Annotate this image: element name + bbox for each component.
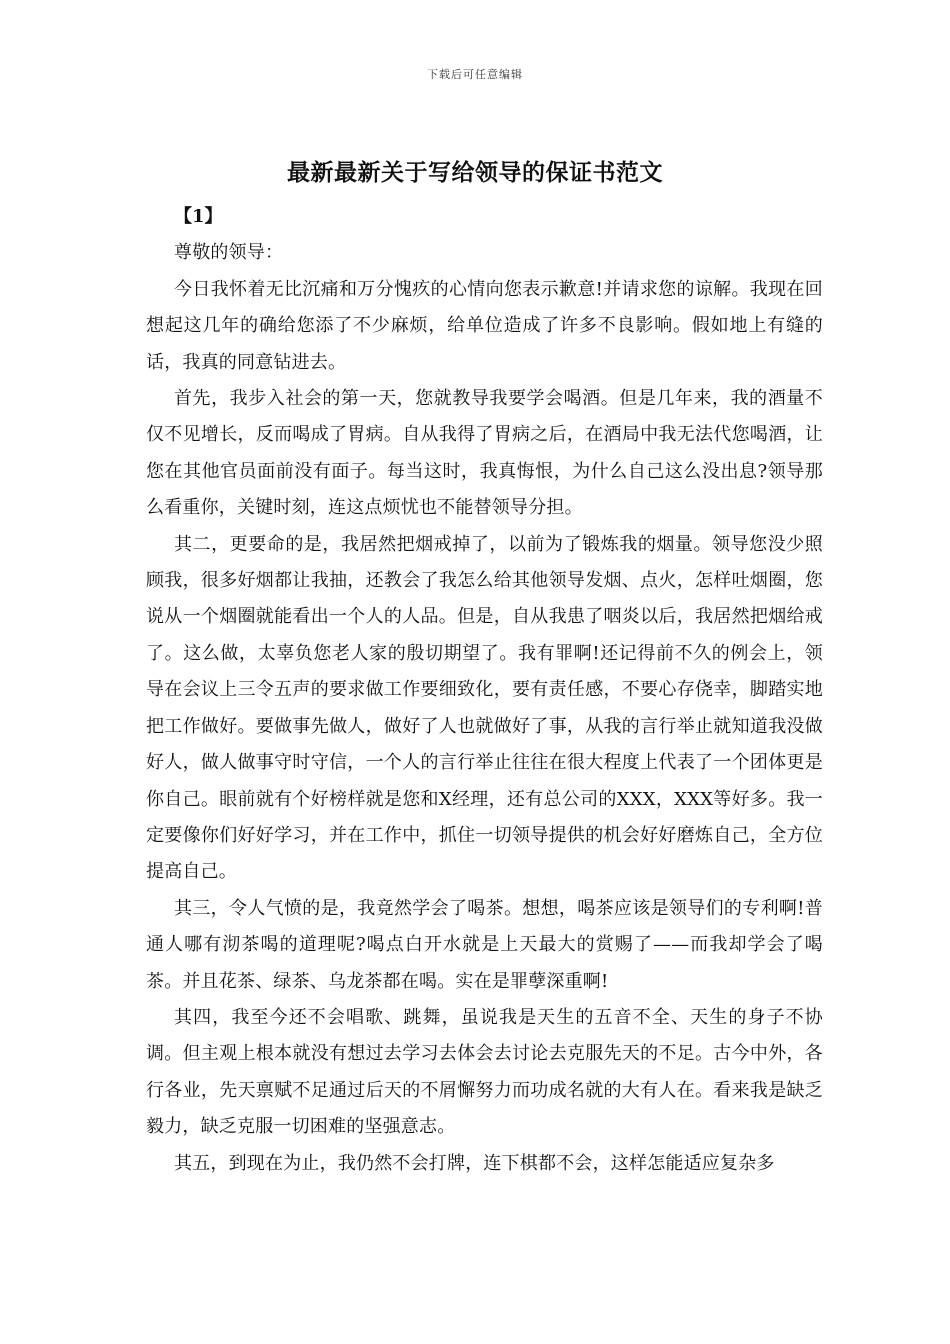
salutation: 尊敬的领导： [174,242,284,264]
document-body [146,199,823,1182]
document-title: 最新最新关于写给领导的保证书范文 [287,159,663,186]
header-note: 下载后可任意编辑 [427,68,523,81]
paragraph-first: 首先，我步入社会的第一天，您就教导我要学会喝酒。但是几年来，我的酒量不仅不见增长，反而喝成了胃病。自从我得了胃病之后，在酒局中我无法代您喝酒，让您在其他官员面前没有面子。每当这时，我真悔恨，为什么自己这么没出息?领导那么看重你，关键时刻，连这点烦忧也不能替领导分担。 [146,388,823,519]
paragraph-apology: 今日我怀着无比沉痛和万分愧疚的心情向您表示歉意!并请求您的谅解。我现在回想起这几年的确给您添了不少麻烦，给单位造成了许多不良影响。假如地上有缝的话，我真的同意钻进去。 [146,278,823,373]
paragraph-fourth: 其四，我至今还不会唱歌、跳舞，虽说我是天生的五音不全、天生的身子不协调。但主观上根本就没有想过去学习去体会去讨论去克服先天的不足。古今中外，各行各业，先天禀赋不足通过后天的不屑懈努力而功成名就的大有人在。看来我是缺乏毅力，缺乏克服一切困难的坚强意志。 [146,1006,823,1138]
section-mark: 【1】 [174,206,223,227]
paragraph-fifth: 其五，到现在为止，我仍然不会打牌，连下棋都不会，这样怎能适应复杂多 [174,1152,775,1174]
paragraph-second: 其二，更要命的是，我居然把烟戒掉了，以前为了锻炼我的烟量。领导您没少照顾我，很多好烟都让我抽，还教会了我怎么给其他领导发烟、点火，怎样吐烟圈，您说从一个烟圈就能看出一个人的人品。但是，自从我患了咽炎以后，我居然把烟给戒了。这么做，太辜负您老人家的殷切期望了。我有罪啊!还记得前不久的例会上，领导在会议上三令五声的要求做工作要细致化，要有责任感，不要心存侥幸，脚踏实地把工作做好。要做事先做人，做好了人也就做好了事，从我的言行举止就知道我没做好人，做人做事守时守信，一个人的言行举止往往在很大程度上代表了一个团体更是你自己。眼前就有个好榜样就是您和X经理，还有总公司的XXX，XXX等好多。我一定要像你们好好学习，并在工作中，抓住一切领导提供的机会好好磨炼自己，全方位提高自己。 [146,533,823,883]
paragraph-third: 其三，令人气愤的是，我竟然学会了喝茶。想想，喝茶应该是领导们的专利啊!普通人哪有沏茶喝的道理呢?喝点白开水就是上天最大的赏赐了——而我却学会了喝茶。并且花茶、绿茶、乌龙茶都在喝。实在是罪孽深重啊! [146,897,823,992]
